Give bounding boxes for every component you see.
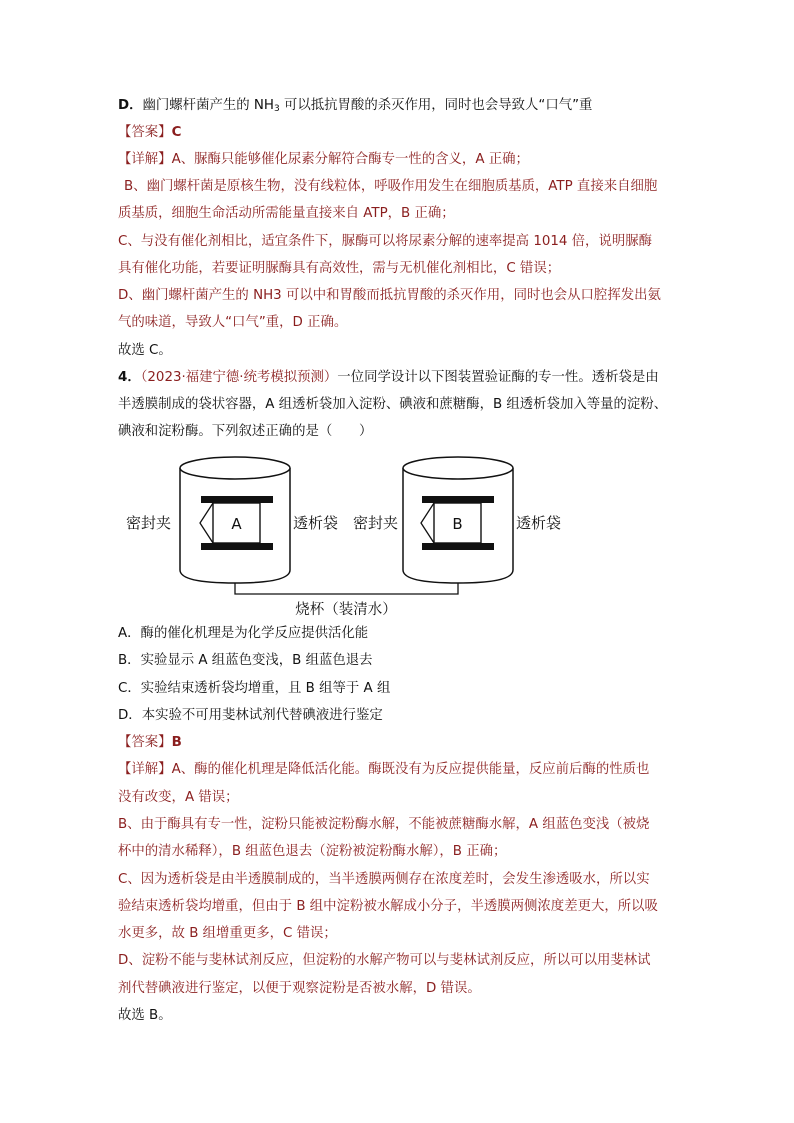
- q4-source: （2023·福建宁德·统考模拟预测）: [140, 370, 338, 385]
- q4-detail-c-line3: 水更多，故 B 组增重更多，C 错误；: [118, 926, 337, 941]
- group-a-label: A: [231, 515, 242, 533]
- q4-option-a: A．酶的催化机理是为化学反应提供活化能: [118, 626, 369, 641]
- q4-stem-line2: 半透膜制成的袋状容器，A 组透析袋加入淀粉、碘液和蔗糖酶，B 组透析袋加入等量的淀粉、: [118, 397, 668, 412]
- q4-detail-b-line1: B、由于酶具有专一性，淀粉只能被淀粉酶水解，不能被蔗糖酶水解，A 组蓝色变浅（被烧: [118, 817, 650, 832]
- q4-detail-c-line2: 验结束透析袋均增重，但由于 B 组中淀粉被水解成小分子，半透膜两侧浓度差更大，所以吸: [118, 899, 658, 914]
- q3-answer: 【答案】C: [118, 125, 182, 140]
- q4-detail-c-line1: C、因为透析袋是由半透膜制成的，当半透膜两侧存在浓度差时，会发生渗透吸水，所以实: [118, 872, 650, 887]
- q4-detail-d-line1: D、淀粉不能与斐林试剂反应，但淀粉的水解产物可以与斐林试剂反应，所以可以用斐林试: [118, 953, 651, 968]
- q4-stem-line3: 碘液和淀粉酶。下列叙述正确的是（ ）: [118, 424, 373, 439]
- sealing-clip-label-right: 密封夹: [353, 514, 399, 532]
- beaker-label: 烧杯（装清水）: [295, 602, 397, 618]
- q4-stem-line1: 4．（2023·福建宁德·统考模拟预测）一位同学设计以下图装置验证酶的专一性。透析袋是由: [118, 370, 659, 385]
- q4-conclusion: 故选 B。: [118, 1008, 172, 1023]
- q3-detail-c-line2: 具有催化功能，若要证明脲酶具有高效性，需与无机催化剂相比，C 错误；: [118, 261, 561, 276]
- q3-conclusion: 故选 C。: [118, 343, 172, 358]
- q4-detail-b-line2: 杯中的清水稀释），B 组蓝色退去（淀粉被淀粉酶水解），B 正确；: [118, 844, 507, 859]
- q4-answer: 【答案】B: [118, 735, 182, 750]
- q3-detail-d-line1: D、幽门螺杆菌产生的 NH3 可以中和胃酸而抵抗胃酸的杀灭作用，同时也会从口腔挥发出氨: [118, 288, 661, 303]
- dialysis-bag-label-right: 透析袋: [516, 514, 562, 532]
- beaker-bracket: [235, 583, 458, 594]
- dialysis-bag-b: [421, 496, 494, 550]
- dialysis-bag-a: [200, 496, 273, 550]
- q3-detail-a: 【详解】A、脲酶只能够催化尿素分解符合酶专一性的含义，A 正确；: [118, 152, 529, 167]
- q3-detail-d-line2: 气的味道，导致人“口气”重，D 正确。: [118, 315, 348, 330]
- q4-option-d: D．本实验不可用斐林试剂代替碘液进行鉴定: [118, 708, 383, 723]
- q4-detail-a-line1: 【详解】A、酶的催化机理是降低活化能。酶既没有为反应提供能量，反应前后酶的性质也: [118, 762, 650, 777]
- q3-detail-b-line2: 质基质，细胞生命活动所需能量直接来自 ATP，B 正确；: [118, 206, 455, 221]
- q4-detail-a-line2: 没有改变，A 错误；: [118, 790, 239, 805]
- q3-detail-b-line1: B、幽门螺杆菌是原核生物，没有线粒体，呼吸作用发生在细胞质基质，ATP 直接来自细胞: [124, 179, 658, 194]
- dialysis-bag-label-left: 透析袋: [293, 514, 339, 532]
- group-b-label: B: [452, 515, 463, 533]
- q4-option-c: C．实验结束透析袋均增重，且 B 组等于 A 组: [118, 681, 391, 696]
- q4-option-b: B．实验显示 A 组蓝色变浅，B 组蓝色退去: [118, 653, 373, 668]
- q4-detail-d-line2: 剂代替碘液进行鉴定，以便于观察淀粉是否被水解，D 错误。: [118, 981, 481, 996]
- q3-option-d: D．幽门螺杆菌产生的 $NH_3$ 可以抵抗胃酸的杀灭作用，同时也会导致人“口气”重: [118, 98, 593, 114]
- q3-detail-c-line1: C、与没有催化剂相比，适宜条件下，脲酶可以将尿素分解的速率提高 1014 倍，说明脲酶: [118, 234, 653, 249]
- dialysis-apparatus-diagram: [118, 448, 578, 618]
- sealing-clip-label-left: 密封夹: [126, 514, 172, 532]
